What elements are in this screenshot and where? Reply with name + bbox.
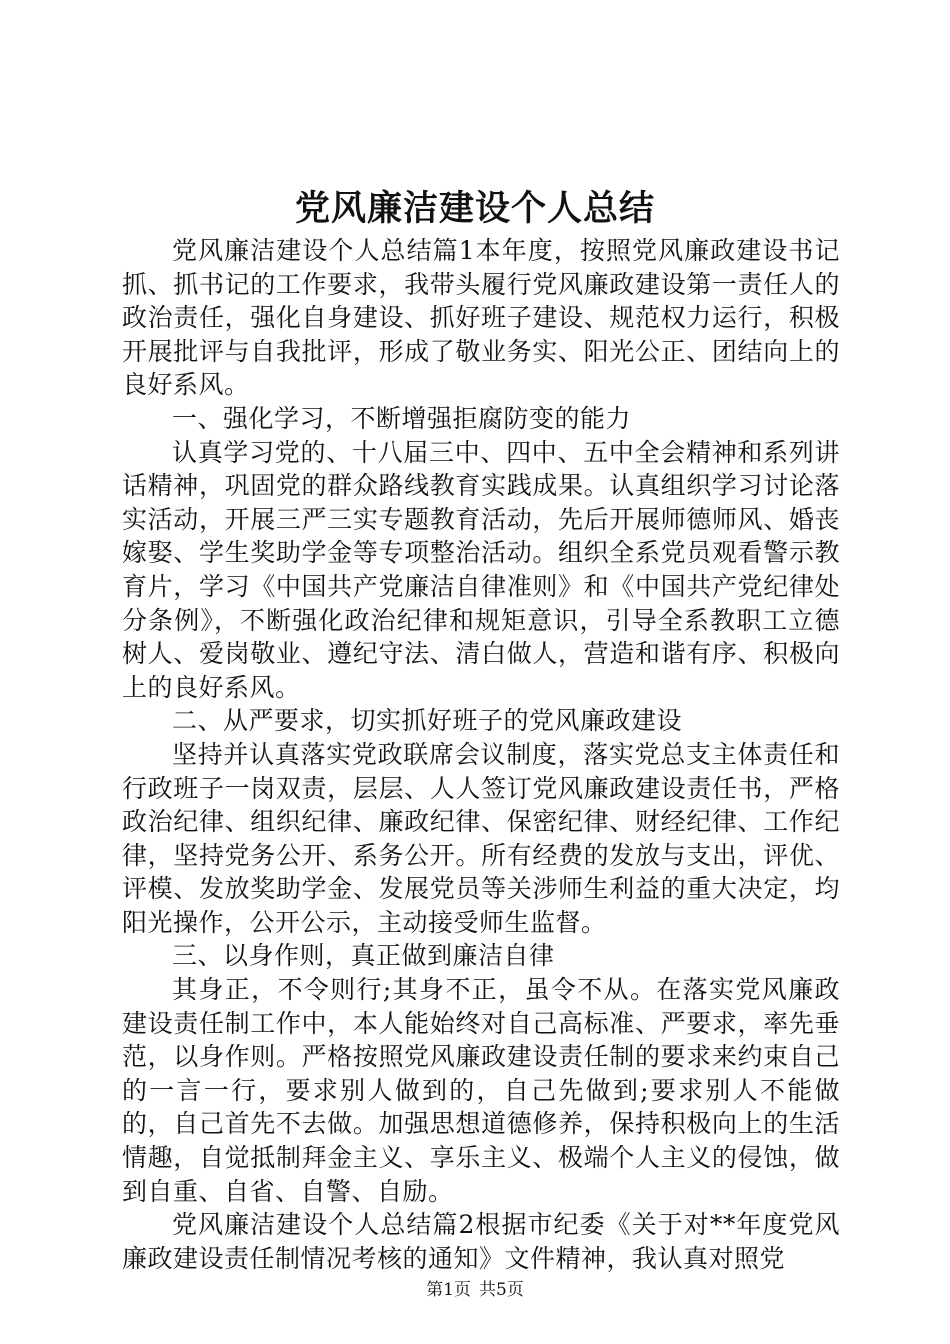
- paragraph-article-2: 党风廉洁建设个人总结篇2根据市纪委《关于对**年度党风廉政建设责任制情况考核的通知》文件精神，我认真对照党: [122, 1210, 840, 1273]
- page-total: 共5页: [479, 1280, 524, 1300]
- section-heading-1: 一、强化学习，不断增强拒腐防变的能力: [172, 403, 632, 433]
- page-footer: [0, 1278, 950, 1302]
- page-number: 第1页: [426, 1280, 471, 1300]
- section-heading-3: 三、以身作则，真正做到廉洁自律: [172, 941, 555, 971]
- paragraph-section-2: 坚持并认真落实党政联席会议制度，落实党总支主体责任和行政班子一岗双责，层层、人人签订党风廉政建设责任书，严格政治纪律、组织纪律、廉政纪律、保密纪律、财经纪律、工作纪律，坚持党务公开、系务公开。所有经费的发放与支出，评优、评模、发放奖助学金、发展党员等关涉师生利益的重大决定，均阳光操作，公开公示，主动接受师生监督。: [122, 739, 840, 937]
- section-heading-2: 二、从严要求，切实抓好班子的党风廉政建设: [172, 706, 683, 736]
- paragraph-section-3: 其身正，不令则行;其身不正，虽令不从。在落实党风廉政建设责任制工作中，本人能始终对自己高标准、严要求，率先垂范，以身作则。严格按照党风廉政建设责任制的要求来约束自己的一言一行，要求别人做到的，自己先做到;要求别人不能做的，自己首先不去做。加强思想道德修养，保持积极向上的生活情趣，自觉抵制拜金主义、享乐主义、极端个人主义的侵蚀，做到自重、自省、自警、自励。: [122, 975, 840, 1206]
- document-title: 党风廉洁建设个人总结: [294, 188, 655, 229]
- document-body: [122, 234, 840, 1275]
- paragraph-section-1: 认真学习党的、十八届三中、四中、五中全会精神和系列讲话精神，巩固党的群众路线教育实践成果。认真组织学习讨论落实活动，开展三严三实专题教育活动，先后开展师德师风、婚丧嫁娶、学生奖助学金等专项整治活动。组织全系党员观看警示教育片，学习《中国共产党廉洁自律准则》和《中国共产党纪律处分条例》，不断强化政治纪律和规矩意识，引导全系教职工立德树人、爱岗敬业、遵纪守法、清白做人，营造和谐有序、积极向上的良好系风。: [122, 437, 840, 702]
- paragraph-intro: 党风廉洁建设个人总结篇1本年度，按照党风廉政建设书记抓、抓书记的工作要求，我带头履行党风廉政建设第一责任人的政治责任，强化自身建设、抓好班子建设、规范权力运行，积极开展批评与自我批评，形成了敬业务实、阳光公正、团结向上的良好系风。: [122, 236, 840, 400]
